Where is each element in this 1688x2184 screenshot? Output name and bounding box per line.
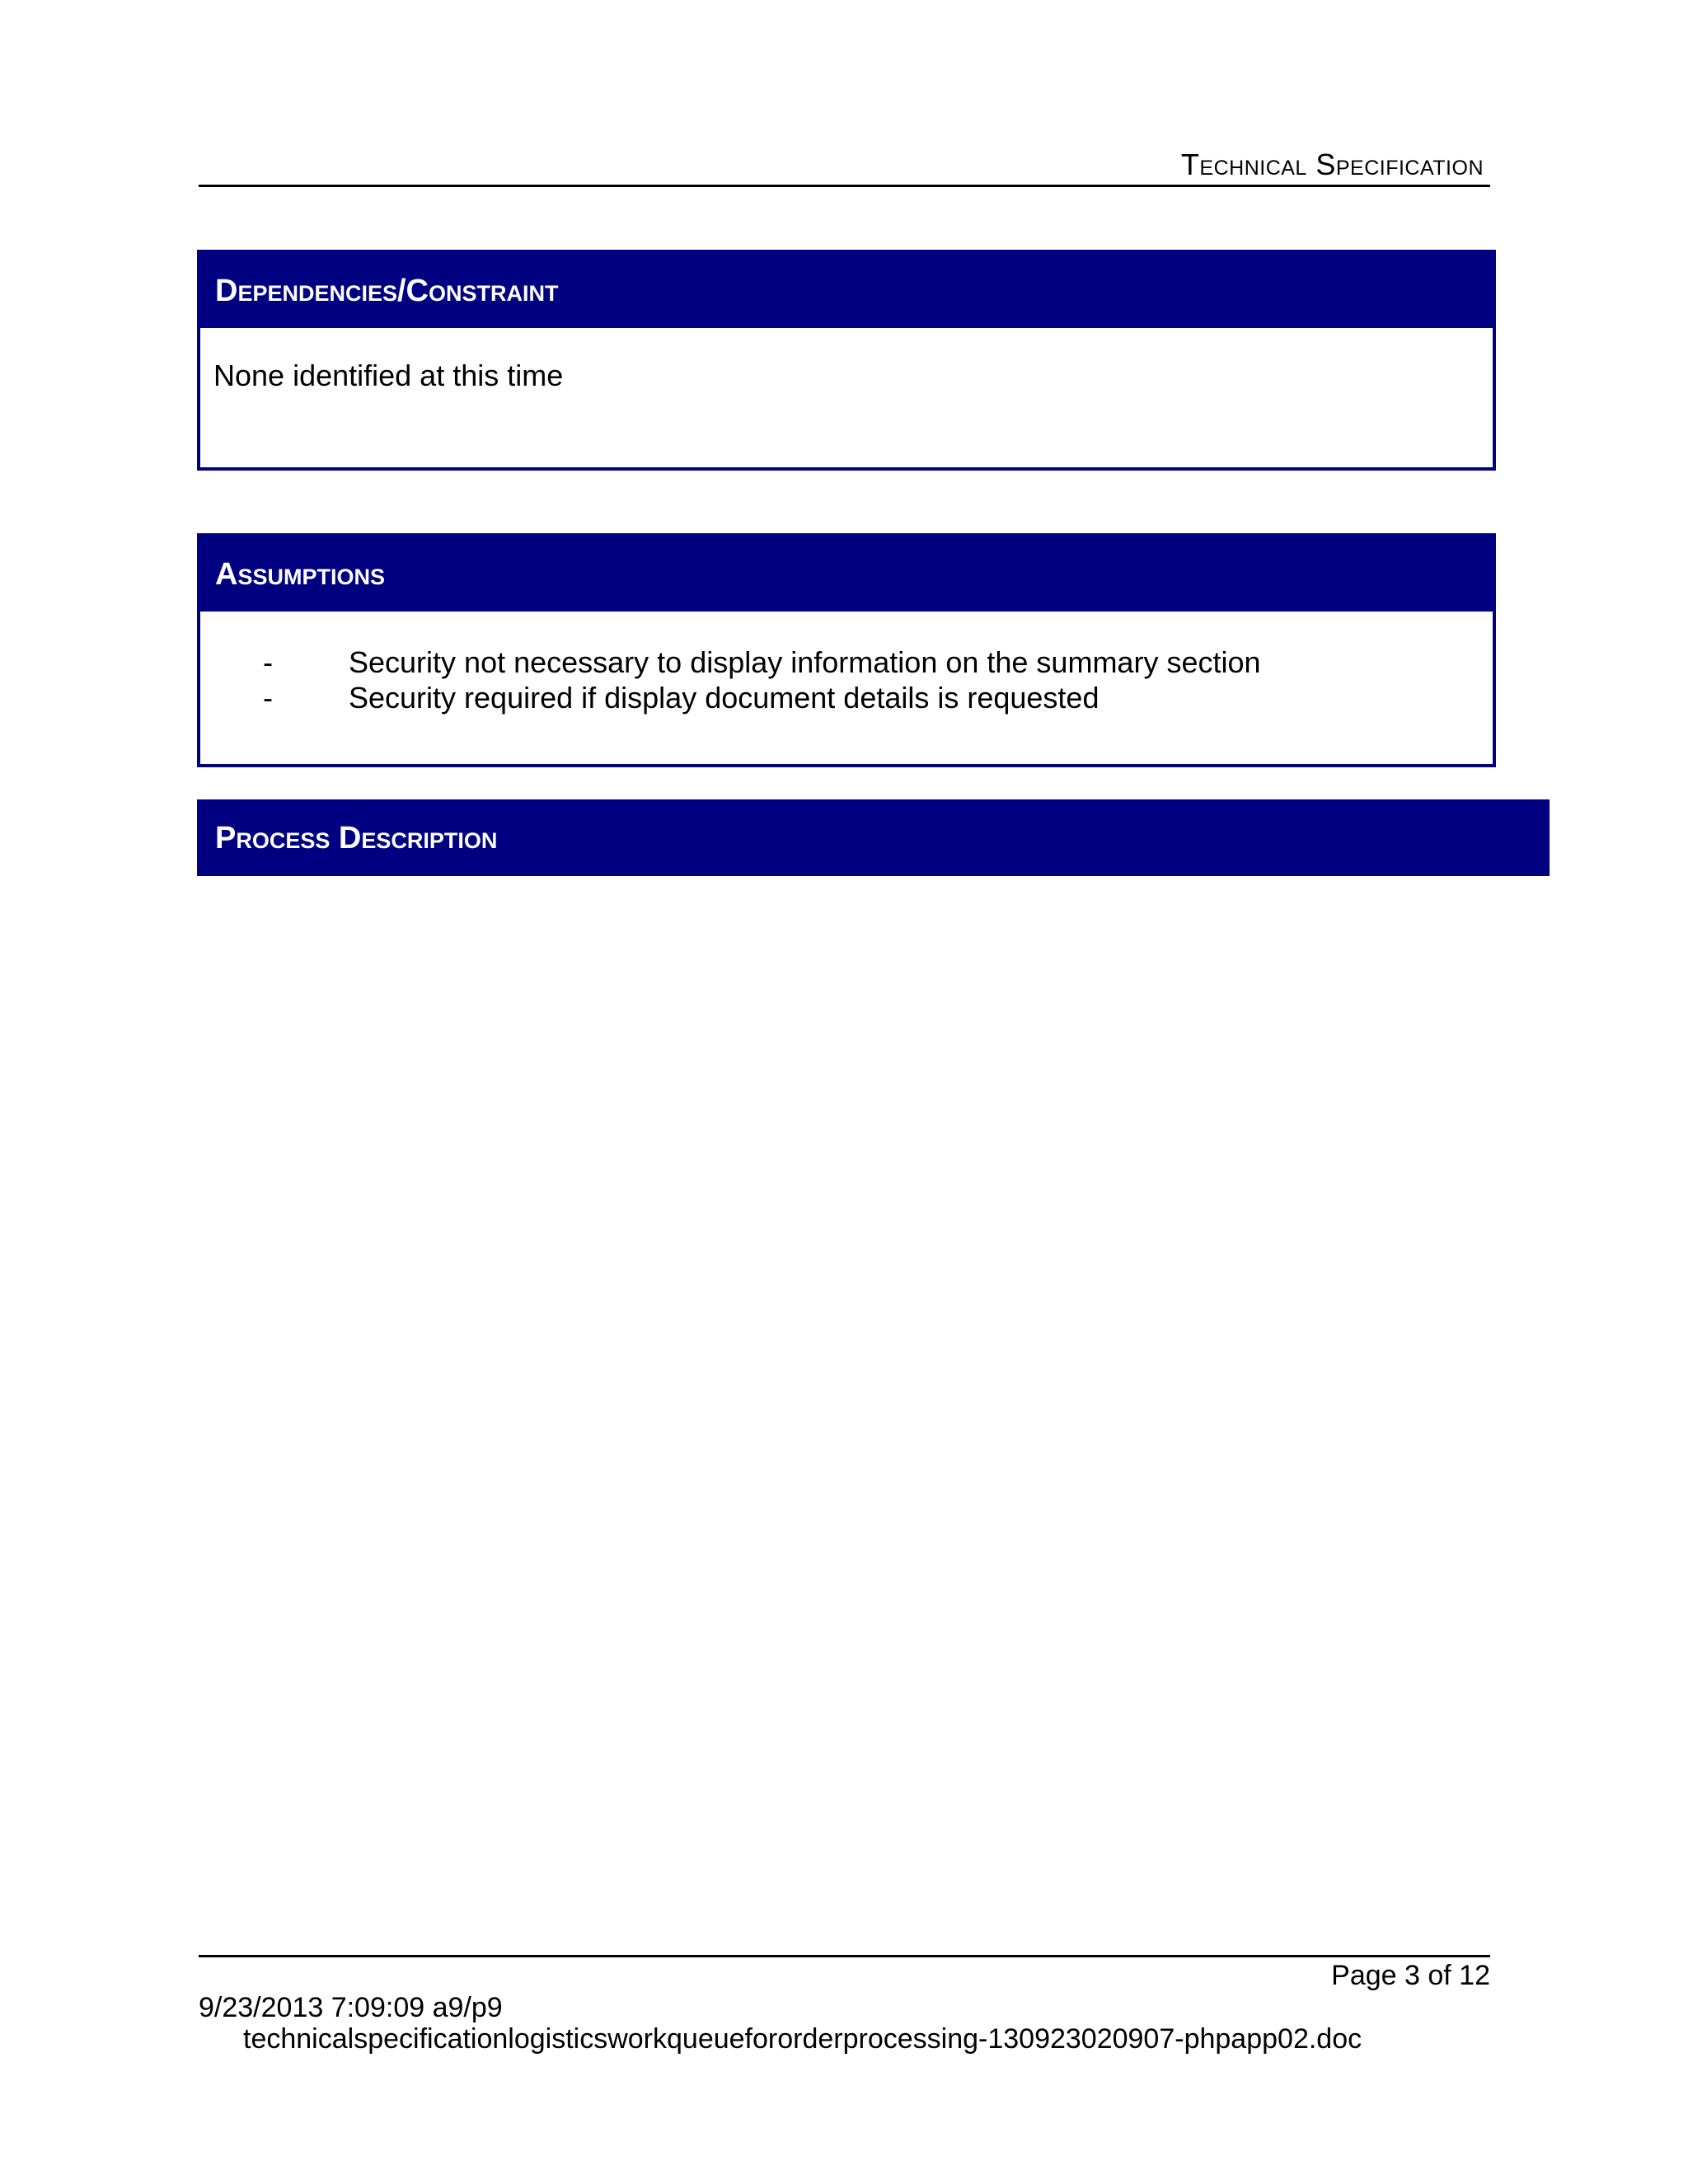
bullet-marker: - <box>263 681 273 715</box>
process-description-heading: Process Description <box>197 799 1550 876</box>
bullet-marker: - <box>263 645 273 679</box>
dependencies-body <box>200 328 1493 393</box>
assumptions-heading: Assumptions <box>200 537 1493 612</box>
list-item <box>263 644 1493 680</box>
assumption-text: Security not necessary to display information on the summary section <box>349 645 1261 679</box>
page-header <box>199 140 1490 187</box>
assumptions-section <box>197 533 1496 767</box>
list-item <box>263 680 1493 715</box>
assumption-text: Security required if display document details is requested <box>349 681 1100 715</box>
document-title: Technical Specification <box>1180 148 1484 181</box>
footer-divider <box>199 1955 1490 1957</box>
footer-timestamp: 9/23/2013 7:09:09 a9/p9 <box>199 1992 503 2023</box>
page-number: Page 3 of 12 <box>1331 1960 1490 1991</box>
dependencies-section <box>197 250 1496 471</box>
dependencies-text: None identified at this time <box>213 359 564 392</box>
assumptions-body <box>200 612 1493 715</box>
footer-filename: technicalspecificationlogisticsworkqueuefororderprocessing-130923020907-phpapp02.doc <box>243 2023 1362 2055</box>
dependencies-heading: Dependencies/Constraint <box>200 253 1493 328</box>
assumptions-list <box>263 644 1493 715</box>
